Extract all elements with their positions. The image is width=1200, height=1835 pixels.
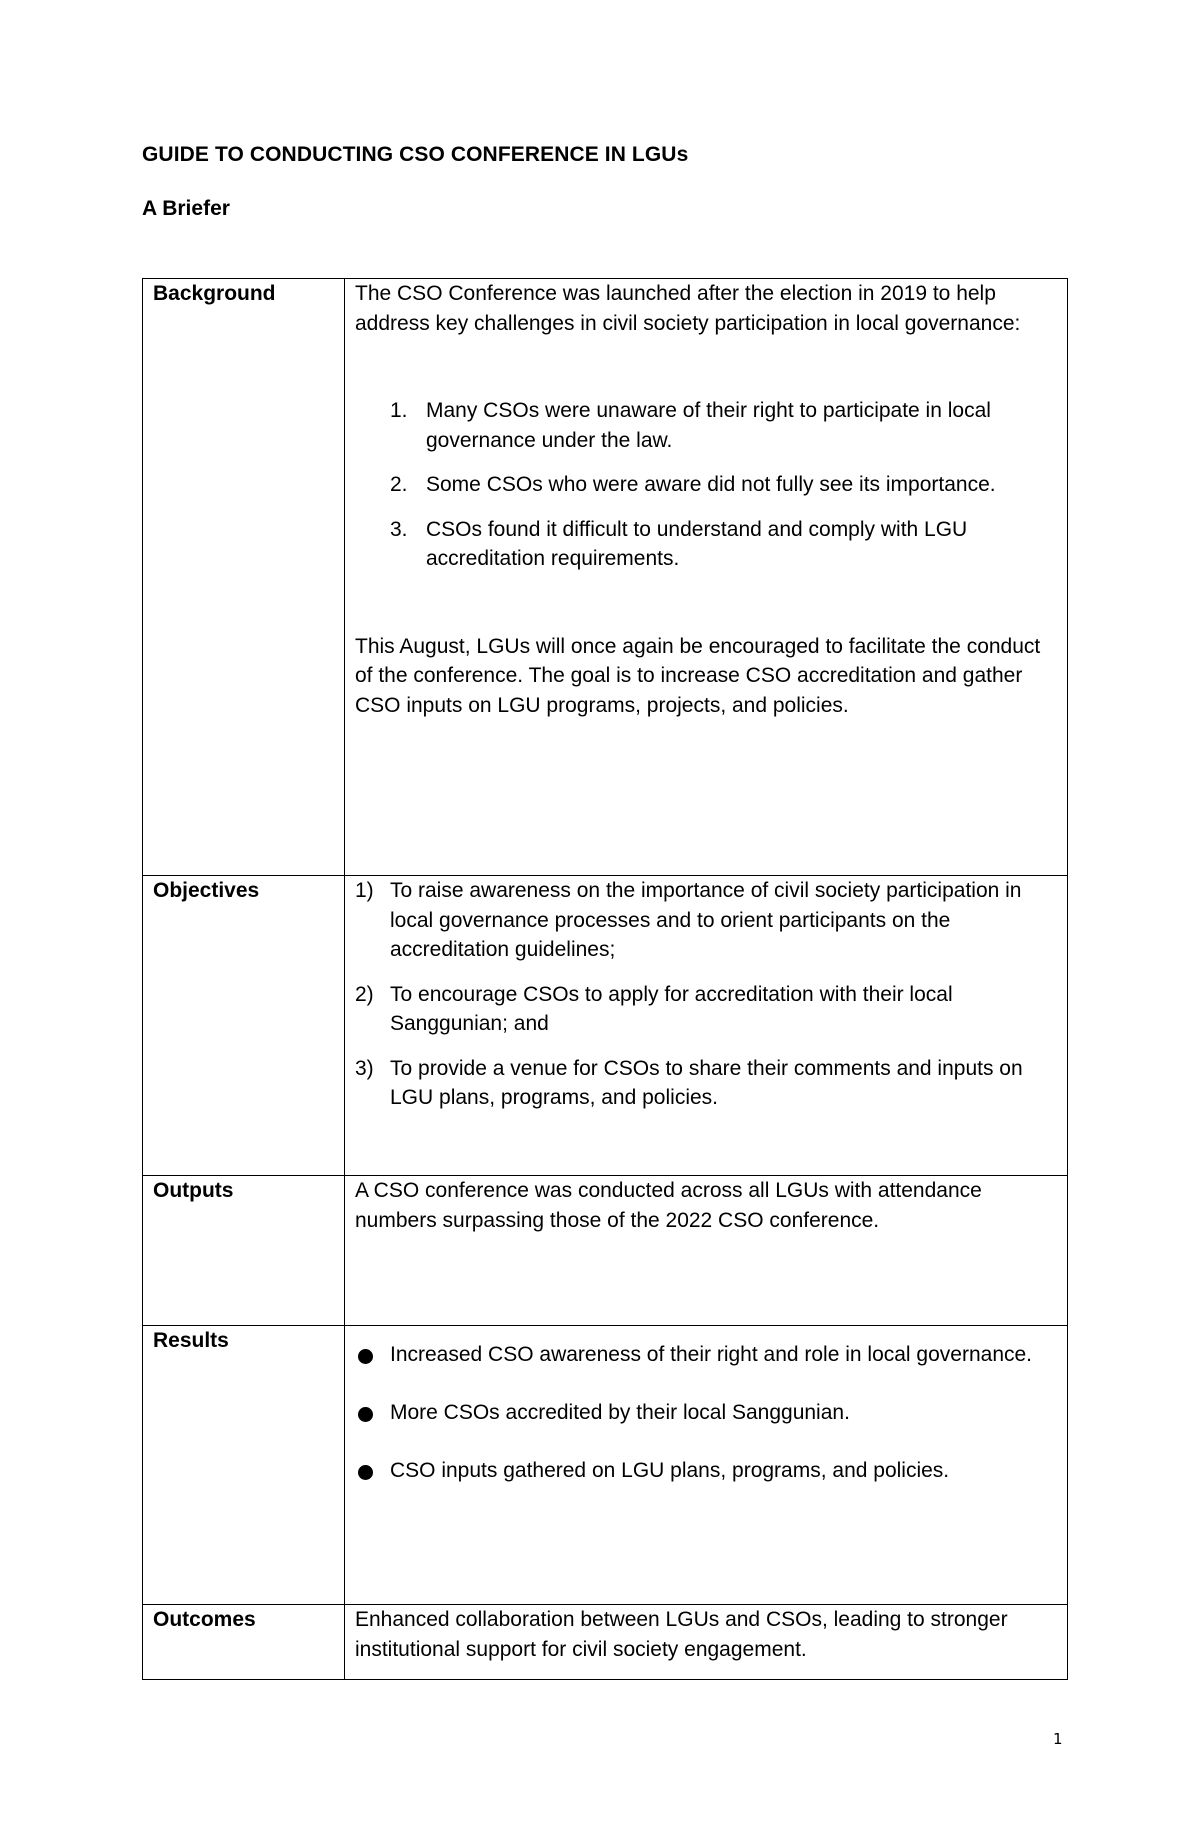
results-content xyxy=(345,1326,1068,1605)
briefer-table xyxy=(142,278,1068,1680)
list-item xyxy=(355,876,1057,965)
list-number: 3. xyxy=(390,517,408,541)
outputs-content xyxy=(345,1176,1068,1326)
list-item xyxy=(355,515,1057,574)
list-item xyxy=(355,396,1057,455)
background-closing: This August, LGUs will once again be encouraged to facilitate the conduct of the conference. The goal is to increase CSO accreditation and gather CSO inputs on LGU programs, projects, and policies. xyxy=(355,634,1041,717)
outcomes-label: Outcomes xyxy=(143,1605,345,1680)
document-subtitle: A Briefer xyxy=(142,197,230,220)
list-number: 2. xyxy=(390,473,408,496)
outcomes-content xyxy=(345,1605,1068,1680)
list-text: To encourage CSOs to apply for accreditation with their local Sanggunian; and xyxy=(390,982,953,1035)
outputs-row xyxy=(143,1176,1068,1326)
outputs-label: Outputs xyxy=(143,1176,345,1326)
objectives-row xyxy=(143,876,1068,1176)
list-item xyxy=(355,470,1057,500)
list-text: Increased CSO awareness of their right and role in local governance. xyxy=(390,1343,1033,1366)
bullet-icon xyxy=(358,1465,373,1480)
outcomes-row xyxy=(143,1605,1068,1680)
bullet-icon xyxy=(358,1349,373,1364)
list-item xyxy=(355,1452,1057,1490)
bullet-icon xyxy=(358,1407,373,1422)
objectives-label: Objectives xyxy=(143,876,345,1176)
list-item xyxy=(355,1336,1057,1374)
background-list xyxy=(355,396,1057,574)
list-text: To raise awareness on the importance of civil society participation in local governance processes and to orient participants on the accreditation guidelines; xyxy=(390,879,1022,961)
list-text: More CSOs accredited by their local Sanggunian. xyxy=(390,1401,850,1424)
background-intro: The CSO Conference was launched after the election in 2019 to help address key challenges in civil society participation in local governance: xyxy=(355,282,1021,335)
background-label: Background xyxy=(143,279,345,876)
results-row xyxy=(143,1326,1068,1605)
list-text: CSO inputs gathered on LGU plans, programs, and policies. xyxy=(390,1459,950,1482)
results-label: Results xyxy=(143,1326,345,1605)
list-text: Many CSOs were unaware of their right to participate in local governance under the law. xyxy=(426,399,991,452)
outputs-text: A CSO conference was conducted across all LGUs with attendance numbers surpassing those of the 2022 CSO conference. xyxy=(355,1179,982,1232)
list-text: To provide a venue for CSOs to share their comments and inputs on LGU plans, programs, and policies. xyxy=(390,1056,1023,1109)
list-number: 3) xyxy=(355,1056,374,1080)
list-number: 1) xyxy=(355,879,374,902)
list-item xyxy=(355,980,1057,1039)
list-text: Some CSOs who were aware did not fully see its importance. xyxy=(426,473,996,496)
results-list xyxy=(355,1336,1057,1490)
list-item xyxy=(355,1054,1057,1113)
document-title: GUIDE TO CONDUCTING CSO CONFERENCE IN LGUs xyxy=(142,143,689,166)
page-number: 1 xyxy=(1053,1730,1063,1748)
list-number: 2) xyxy=(355,982,374,1006)
objectives-list xyxy=(355,876,1057,1113)
objectives-content xyxy=(345,876,1068,1176)
list-item xyxy=(355,1394,1057,1432)
outcomes-text: Enhanced collaboration between LGUs and CSOs, leading to stronger institutional support for civil society engagement. xyxy=(355,1608,1008,1661)
background-row xyxy=(143,279,1068,876)
list-number: 1. xyxy=(390,399,408,422)
list-text: CSOs found it difficult to understand and comply with LGU accreditation requirements. xyxy=(426,517,968,570)
background-content xyxy=(345,279,1068,876)
